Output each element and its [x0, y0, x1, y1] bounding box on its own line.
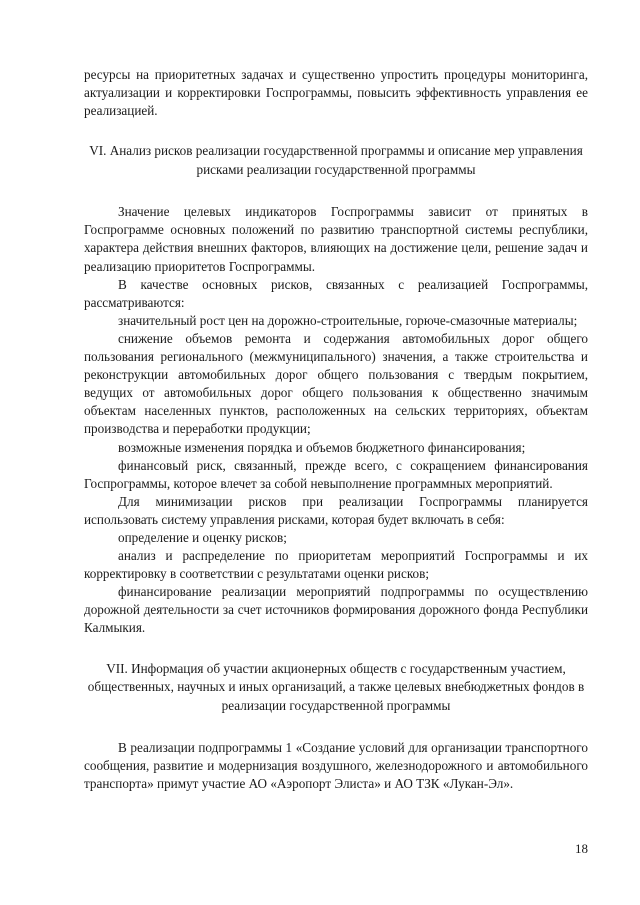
page-number: 18 — [575, 841, 588, 856]
list-item: значительный рост цен на дорожно-строительные, горюче-смазочные материалы; — [118, 312, 578, 328]
paragraph: Значение целевых индикаторов Госпрограммы зависит от принятых в Госпрограмме основных положений по развитию транспортной системы республики, характера действия внешних факторов, влияющих на достижение цели, решение задач и реализацию приоритетов Госпрограммы. — [84, 204, 588, 274]
list-item: финансовый риск, связанный, прежде всего, с сокращением финансирования Госпрограммы, которое влечет за собой невыполнение программных мероприятий. — [84, 457, 588, 491]
document-page — [84, 66, 588, 793]
list-item: финансирование реализации мероприятий подпрограммы по осуществлению дорожной деятельности за счет источников формирования дорожного фонда Республики Калмыкия. — [84, 584, 588, 636]
paragraph-continuation: ресурсы на приоритетных задачах и существенно упростить процедуры мониторинга, актуализации и корректировки Госпрограммы, повысить эффективность управления ее реализацией. — [84, 67, 588, 119]
list-item: возможные изменения порядка и объемов бюджетного финансирования; — [118, 439, 526, 455]
list-item: снижение объемов ремонта и содержания автомобильных дорог общего пользования регионального (межмуниципального) значения, а также строительства и реконструкции автомобильных дорог общего пользования с твердым покрытием, ведущих от автомобильных дорог общего пользования к общественно значимым объектам населенных пунктов, расположенных на сельских территориях, объектам производства и переработки продукции; — [84, 330, 588, 437]
paragraph: Для минимизации рисков при реализации Госпрограммы планируется использовать систему управления рисками, которая будет включать в себя: — [84, 493, 588, 527]
paragraph: В качестве основных рисков, связанных с реализацией Госпрограммы, рассматриваются: — [84, 276, 588, 310]
paragraph: В реализации подпрограммы 1 «Создание условий для организации транспортного сообщения, развитие и модернизация воздушного, железнодорожного и автомобильного транспорта» примут участие АО «Аэропорт Элиста» и АО ТЗК «Лукан-Эл». — [84, 740, 588, 792]
list-item: анализ и распределение по приоритетам мероприятий Госпрограммы и их корректировку в соответствии с результатами оценки рисков; — [84, 548, 588, 582]
section-heading-vii: VII. Информация об участии акционерных обществ с государственным участием, общественных, научных и иных организаций, а также целевых внебюджетных фондов в реализации государственной программы — [87, 660, 585, 713]
section-heading-vi: VI. Анализ рисков реализации государственной программы и описание мер управления рисками реализации государственной программы — [89, 143, 583, 177]
list-item: определение и оценку рисков; — [118, 529, 287, 545]
